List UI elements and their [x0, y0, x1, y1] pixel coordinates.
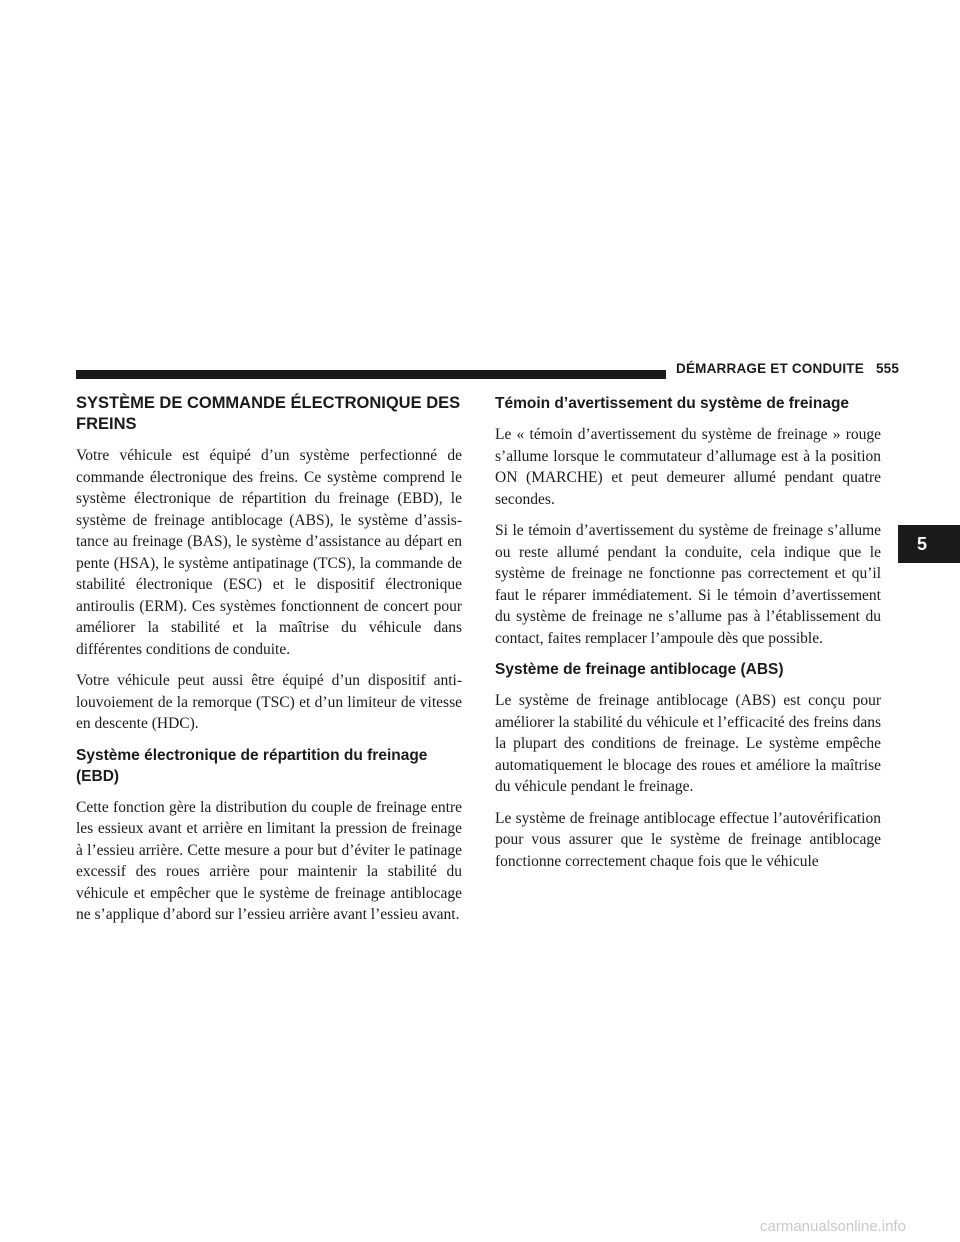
paragraph: Si le témoin d’avertissement du système de freinage s’allume ou reste allumé pendant la conduite, cela indique que le système de freinage ne fonctionne pas correctement et qu’il faut le réparer immédiatement. Si le témoin d’avertissement du système de freinage ne s’allume pas à l’établissement du contact, faites remplacer l’ampoule dès que possible.: [495, 522, 881, 647]
running-header: [676, 361, 900, 376]
subheading-brake-warning-light: Témoin d’avertissement du système de freinage: [495, 395, 850, 412]
right-column: [495, 393, 881, 882]
page-number: 555: [875, 361, 900, 376]
paragraph: Votre véhicule est équipé d’un système perfectionné de commande électronique des freins. Ce système comprend le système électronique de répartition du freinage (EBD), le système de freinage antiblocage (ABS), le système d’assistance au freinage (BAS), le système d’assistance au départ en pente (HSA), le système antipatinage (TCS), la commande de stabilité électronique (ESC) et le dispositif électronique antiroulis (ERM). Ces systèmes fonctionnent de concert pour améliorer la stabilité et la maîtrise du véhicule dans différentes conditions de conduite.: [76, 447, 462, 658]
chapter-tab: 5: [898, 525, 960, 563]
chapter-title: DÉMARRAGE ET CONDUITE: [676, 361, 864, 376]
paragraph: Votre véhicule peut aussi être équipé d’un dispositif antilouvoiement de la remorque (TSC) et d’un limiteur de vitesse en descente (HDC).: [76, 672, 462, 732]
paragraph: Le « témoin d’avertissement du système de freinage » rouge s’allume lorsque le commutateur d’allumage est à la position ON (MARCHE) et peut demeurer allumé pendant quatre secondes.: [495, 426, 881, 508]
paragraph: Le système de freinage antiblocage (ABS) est conçu pour améliorer la stabilité du véhicule et l’efficacité des freins dans la plupart des conditions de freinage. Le système empêche automatiquement le blocage des roues et améliore la maîtrise du véhicule pendant le freinage.: [495, 692, 881, 795]
paragraph: Cette fonction gère la distribution du couple de freinage entre les essieux avant et arrière en limitant la pression de freinage à l’essieu arrière. Cette mesure a pour but d’éviter le patinage excessif des roues arrière pour maintenir la stabilité du véhicule et empêcher que le système de freinage antiblocage ne s’applique d’abord sur l’essieu arrière avant l’essieu avant.: [76, 798, 462, 923]
paragraph: Le système de freinage antiblocage effectue l’autovérification pour vous assurer que le système de freinage antiblocage fonctionne correctement chaque fois que le véhicule: [495, 809, 881, 870]
header-rule: [76, 370, 666, 379]
watermark-link[interactable]: carmanualsonline.info: [760, 1218, 906, 1235]
subheading-abs: Système de freinage antiblocage (ABS): [495, 661, 784, 678]
subheading-ebd: Système électronique de répartition du freinage (EBD): [76, 746, 428, 785]
left-column: [76, 393, 462, 936]
section-heading-electronic-brake-control: SYSTÈME DE COMMANDE ÉLECTRONIQUE DES FREINS: [76, 394, 461, 433]
